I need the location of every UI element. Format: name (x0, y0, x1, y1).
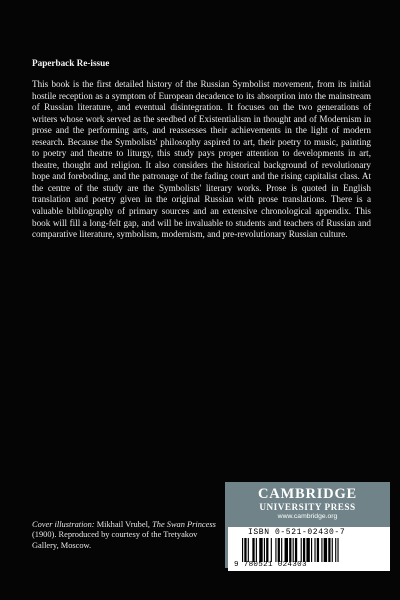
isbn-text: ISBN 0-521-02430-7 (248, 528, 346, 537)
blurb-text: This book is the first detailed history of the Russian Symbolist movement, from its initial hostile reception as a symptom of European decadence to its absorption into the mainstream of Russian literature, and eventual disintegration. It focuses on the two generations of writers whose work served as the seedbed of Existentialism in thought and of Modernism in prose and the performing arts, and reassesses their achievements in the light of modern research. Because the Symbolists' philosophy aspired to art, their poetry to music, painting to poetry and theatre to liturgy, this study pays proper attention to developments in art, theatre, thought and religion. It also considers the historical background of revolutionary hope and foreboding, and the patronage of the fading court and the rising capitalist class. At the centre of the study are the Symbolists' literary works. Prose is quoted in English translation and poetry given in the original Russian with prose translations. There is a valuable bibliography of primary sources and an extensive chronological appendix. This book will fill a long-felt gap, and will be invaluable to students and teachers of Russian and comparative literature, symbolism, modernism, and pre-revolutionary Russian culture. (32, 79, 371, 240)
publisher-url: www.cambridge.org (277, 513, 338, 520)
barcode-digits: 9 780521 024303 (234, 561, 307, 569)
caption-label: Cover illustration: (32, 520, 95, 529)
caption-work-title: The Swan Princess (152, 520, 216, 529)
barcode-panel (228, 527, 390, 571)
reissue-heading: Paperback Re-issue (32, 58, 110, 68)
caption-details: (1900). Reproduced by courtesy of the Tretyakov Gallery, Moscow. (32, 530, 198, 550)
publisher-subtitle: UNIVERSITY PRESS (259, 502, 356, 512)
cover-illustration-caption (32, 520, 222, 551)
publisher-name: CAMBRIDGE (257, 486, 358, 502)
barcode-graphic (228, 538, 390, 562)
caption-artist: Mikhail Vrubel, (96, 520, 150, 529)
